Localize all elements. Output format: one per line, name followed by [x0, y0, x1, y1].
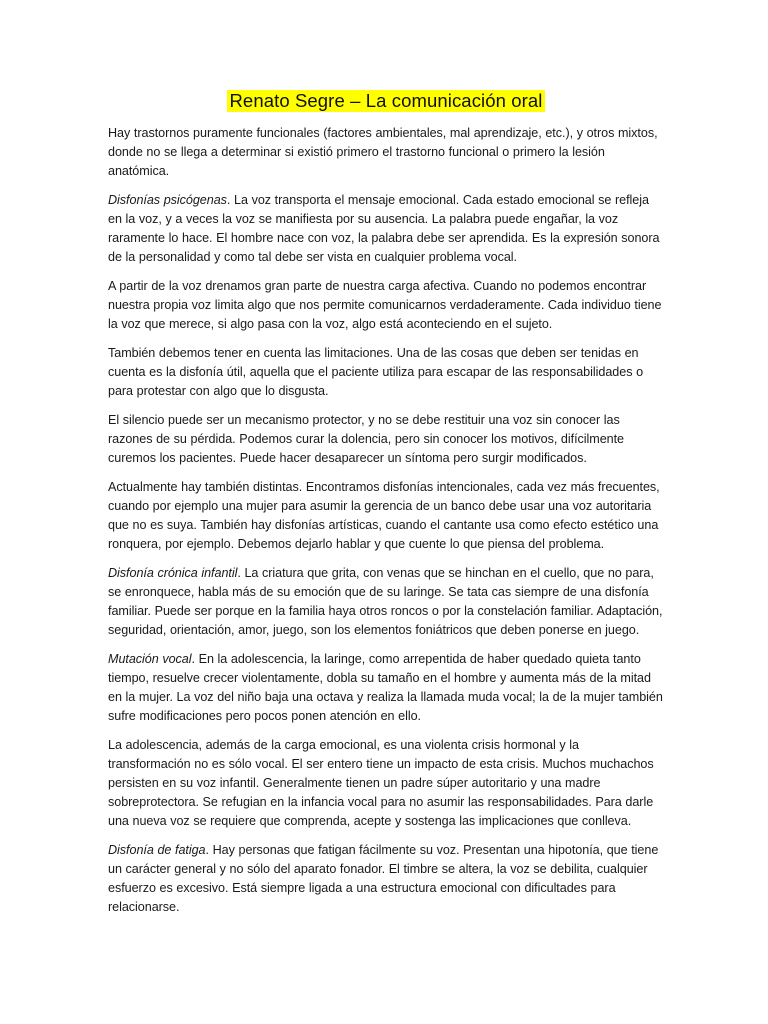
paragraph-text: . La criatura que grita, con venas que se hinchan en el cuello, que no para, se enronquece, habla más de su emoción que de su laringe. Se tata cas siempre de una disfonía familiar. Puede ser porque en la familia haya otros roncos o por la constelación familiar. Adaptación, seguridad, orientación, amor, juego, son los elementos foniátricos que deben ponerse en juego.: [108, 566, 663, 637]
paragraph: [108, 277, 664, 334]
paragraph: [108, 344, 664, 401]
paragraph-text: La adolescencia, además de la carga emocional, es una violenta crisis hormonal y la transformación no es sólo vocal. El ser entero tiene un impacto de esta crisis. Muchos muchachos persisten en su voz infantil. Generalmente tienen un padre súper autoritario y una madre sobreprotectora. Se refugian en la infancia vocal para no asumir las responsabilidades. Para darle una nueva voz se requiere que comprenda, acepte y sostenga las implicaciones que conlleva.: [108, 738, 654, 828]
title-wrapper: [108, 90, 664, 112]
paragraph-text: También debemos tener en cuenta las limitaciones. Una de las cosas que deben ser tenidas en cuenta es la disfonía útil, aquella que el paciente utiliza para escapar de las responsabilidades o para protestar con algo que lo disgusta.: [108, 346, 644, 398]
paragraph: [108, 564, 664, 640]
paragraph-text: Actualmente hay también distintas. Encontramos disfonías intencionales, cada vez más frecuentes, cuando por ejemplo una mujer para asumir la gerencia de un banco debe usar una voz autoritaria que no es suya. También hay disfonías artísticas, cuando el cantante usa como efecto estético una ronquera, por ejemplo. Debemos dejarlo hablar y que cuente lo que piensa del problema.: [108, 480, 660, 551]
paragraph-text: . Hay personas que fatigan fácilmente su voz. Presentan una hipotonía, que tiene un carácter general y no sólo del aparato fonador. El timbre se altera, la voz se debilita, cualquier esfuerzo es excesivo. Está siempre ligada a una estructura emocional con dificultades para relacionarse.: [108, 843, 659, 914]
paragraph: [108, 650, 664, 726]
paragraph: [108, 124, 664, 181]
paragraph-text: . En la adolescencia, la laringe, como arrepentida de haber quedado quieta tanto tiempo, resuelve crecer violentamente, dobla su tamaño en el hombre y aumenta más de la mitad en la mujer. La voz del niño baja una octava y realiza la llamada muda vocal; la de la mujer también sufre modificaciones pero pocos ponen atención en ello.: [108, 652, 663, 723]
paragraph: [108, 191, 664, 267]
paragraph: [108, 841, 664, 917]
paragraph: [108, 736, 664, 831]
paragraph-lead: Disfonías psicógenas: [108, 193, 227, 207]
paragraph-text: . La voz transporta el mensaje emocional. Cada estado emocional se refleja en la voz, y a veces la voz se manifiesta por su ausencia. La palabra puede engañar, la voz raramente lo hace. El hombre nace con voz, la palabra debe ser aprendida. Es la expresión sonora de la personalidad y como tal debe ser vista en cualquier problema vocal.: [108, 193, 660, 264]
paragraph-lead: Disfonía crónica infantil: [108, 566, 238, 580]
paragraph-text: A partir de la voz drenamos gran parte de nuestra carga afectiva. Cuando no podemos encontrar nuestra propia voz limita algo que nos permite comunicarnos verdaderamente. Cada individuo tiene la voz que merece, si algo pasa con la voz, algo está aconteciendo en el sujeto.: [108, 279, 662, 331]
paragraph-lead: Mutación vocal: [108, 652, 192, 666]
paragraph: [108, 411, 664, 468]
paragraph-lead: Disfonía de fatiga: [108, 843, 206, 857]
paragraph-text: El silencio puede ser un mecanismo protector, y no se debe restituir una voz sin conocer las razones de su pérdida. Podemos curar la dolencia, pero sin conocer los motivos, difícilmente curemos los pacientes. Puede hacer desaparecer un síntoma pero surgir modificados.: [108, 413, 625, 465]
document-page: [108, 90, 664, 927]
paragraph-text: Hay trastornos puramente funcionales (factores ambientales, mal aprendizaje, etc.), y otros mixtos, donde no se llega a determinar si existió primero el trastorno funcional o primero la lesión anatómica.: [108, 126, 658, 178]
paragraph: [108, 478, 664, 554]
document-title: Renato Segre – La comunicación oral: [229, 90, 543, 111]
